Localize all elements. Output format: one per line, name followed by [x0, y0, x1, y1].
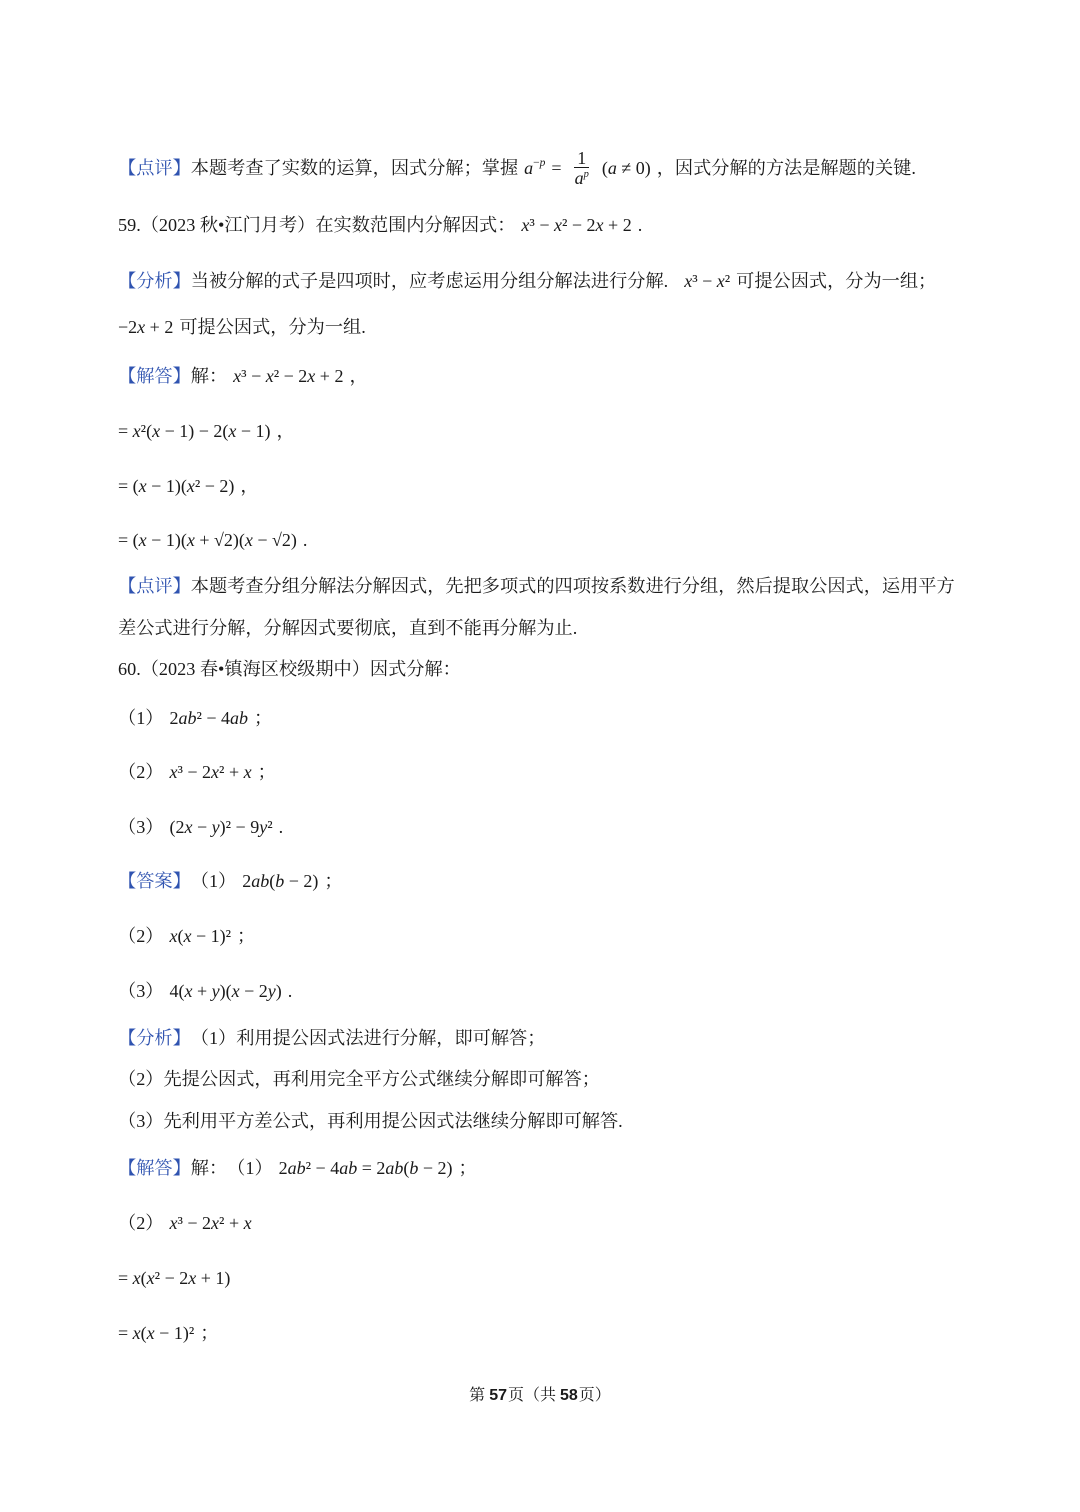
q60-answer-line-2	[118, 923, 255, 949]
math-variable: b	[187, 708, 197, 728]
q59-solution-step	[118, 418, 295, 444]
analysis-text: （3）先利用平方差公式，再利用提公因式法继续分解即可解答.	[118, 1111, 623, 1131]
review-text-end: ，因式分解的方法是解题的关键.	[656, 158, 916, 178]
math-variable: x	[595, 215, 604, 235]
fraction	[572, 147, 592, 188]
solution-step-expression: = x(x − 1)²	[118, 1323, 195, 1343]
part-tag: （3）	[118, 817, 164, 837]
q59-review-line-2	[118, 615, 577, 641]
math-variable: b	[394, 1158, 404, 1178]
q59-solution-step	[118, 527, 307, 553]
part-expression: x³ − 2x² + x	[169, 762, 252, 782]
solution-step-expression: = x(x² − 2x + 1)	[118, 1268, 231, 1288]
solution-step-expression: = (x − 1)(x² − 2)	[118, 476, 235, 496]
solution-expression: 2ab² − 4ab = 2ab(b − 2)	[278, 1158, 453, 1178]
step-punct: ，	[349, 366, 368, 386]
question-number: 60.	[118, 659, 141, 679]
math-variable: a	[251, 871, 261, 891]
math-variable: x	[137, 317, 146, 337]
part-punct: ；	[254, 708, 273, 728]
math-variable: x	[132, 1268, 141, 1288]
q60-analysis-line	[118, 1025, 545, 1051]
math-variable: x	[138, 530, 147, 550]
solution-intro: 解：	[190, 1158, 228, 1178]
analysis-text: （2）先提公因式，再利用完全平方公式继续分解即可解答；	[118, 1069, 600, 1089]
group2-text: 可提公因式，分为一组.	[179, 317, 366, 337]
analysis-text: 当被分解的式子是四项时，应考虑运用分组分解法进行分解.	[190, 271, 669, 291]
footer-suffix: 页）	[578, 1387, 611, 1404]
math-variable: x	[188, 1268, 197, 1288]
math-variable: a	[287, 1158, 297, 1178]
math-variable: a	[385, 1158, 395, 1178]
denominator-base	[575, 168, 584, 188]
solution-step-expression: x³ − x² − 2x + 2	[233, 366, 344, 386]
q60-solution-line	[118, 1155, 477, 1181]
math-variable: b	[409, 1158, 419, 1178]
step-punct: ；	[200, 1323, 219, 1343]
math-variable: a	[230, 708, 240, 728]
math-variable: a	[339, 1158, 349, 1178]
math-variable: x	[146, 1268, 155, 1288]
math-variable: x	[231, 981, 240, 1001]
math-variable: a	[607, 158, 617, 178]
step-punct: .	[302, 530, 308, 550]
solution-tag: （1）	[227, 1158, 273, 1178]
math-variable: x	[186, 476, 195, 496]
q60-part-1	[118, 705, 272, 731]
review-label: 【点评】	[118, 576, 191, 596]
answer-tag: （1）	[190, 871, 237, 891]
q59-solution-step	[118, 473, 259, 499]
solution-label: 【解答】	[118, 1158, 191, 1178]
solution-label: 【解答】	[118, 366, 191, 386]
answer-punct: .	[287, 981, 293, 1001]
denominator-exponent	[584, 169, 589, 180]
footer-middle: 页（共	[507, 1387, 556, 1404]
question-source: （2023 春•镇海区校级期中）	[140, 659, 370, 679]
group1-text: 可提公因式，分为一组；	[736, 271, 937, 291]
math-variable: x	[146, 1323, 155, 1343]
q60-analysis-line-2	[118, 1066, 600, 1092]
total-pages: 58	[560, 1387, 578, 1404]
q60-solution-step	[118, 1265, 236, 1291]
q60-answer-line	[118, 868, 343, 894]
q59-review-line	[118, 573, 955, 599]
q58-review-line	[118, 147, 916, 188]
math-variable: a	[178, 708, 188, 728]
math-variable: x	[186, 530, 195, 550]
math-variable: b	[260, 871, 270, 891]
q60-answer-line-3	[118, 978, 292, 1004]
fraction-denominator	[572, 168, 592, 187]
question-source: （2023 秋•江门月考）	[140, 215, 316, 235]
q59-analysis-line-2	[118, 314, 366, 340]
math-variable: x	[169, 1213, 178, 1233]
math-variable: x	[132, 1323, 141, 1343]
q60-part-2	[118, 759, 276, 785]
q59-analysis-line	[118, 268, 936, 294]
footer-prefix: 第	[469, 1387, 486, 1404]
math-variable: x	[233, 366, 242, 386]
solution-step-expression: = x²(x − 1) − 2(x − 1)	[118, 421, 271, 441]
part-tag: （1）	[118, 708, 164, 728]
answer-punct: ；	[324, 871, 343, 891]
power-exponent: −p	[533, 157, 546, 169]
math-variable: p	[539, 157, 546, 169]
q59-solution-line	[118, 363, 368, 389]
solution-intro: 解：	[190, 366, 228, 386]
math-variable: b	[348, 1158, 358, 1178]
question-expression: x³ − x² − 2x + 2	[521, 215, 632, 235]
power-base	[524, 158, 533, 178]
group2-expression: −2x + 2	[118, 317, 174, 337]
fraction-numerator: 1	[574, 150, 589, 168]
question-end-punct: .	[637, 215, 643, 235]
math-variable: x	[244, 530, 253, 550]
q60-solution-part-2	[118, 1210, 258, 1236]
math-variable: x	[211, 1213, 220, 1233]
math-variable: b	[239, 708, 249, 728]
math-variable: y	[211, 981, 220, 1001]
math-variable: x	[183, 926, 192, 946]
math-variable: x	[184, 817, 193, 837]
math-variable: x	[243, 1213, 252, 1233]
part-expression: (2x − y)² − 9y²	[169, 817, 273, 837]
condition-expression: (a ≠ 0)	[601, 158, 651, 178]
question-number: 59.	[118, 215, 141, 235]
answer-tag: （2）	[118, 926, 164, 946]
page-footer	[0, 1384, 1080, 1408]
answer-punct: ；	[237, 926, 256, 946]
part-punct: ；	[257, 762, 276, 782]
part-tag: （2）	[118, 762, 164, 782]
math-variable: a	[574, 167, 584, 188]
math-variable: p	[583, 168, 589, 180]
answer-expression: 2ab(b − 2)	[242, 871, 319, 891]
math-variable: x	[307, 366, 316, 386]
math-variable: x	[138, 476, 147, 496]
math-variable: x	[521, 215, 530, 235]
question-prompt: 因式分解：	[369, 659, 461, 679]
q59-question-line	[118, 212, 642, 238]
solution-punct: ；	[458, 1158, 477, 1178]
math-variable: x	[169, 926, 178, 946]
answer-label: 【答案】	[118, 871, 191, 891]
analysis-text: （1）利用提公因式法进行分解，即可解答；	[190, 1028, 546, 1048]
solution-step-expression: = (x − 1)(x + √2)(x − √2)	[118, 530, 297, 550]
math-variable: x	[152, 421, 161, 441]
page-number: 57	[489, 1387, 507, 1404]
math-variable: b	[275, 871, 285, 891]
power-expression	[518, 155, 545, 181]
math-variable: x	[184, 981, 193, 1001]
math-variable: x	[169, 762, 178, 782]
math-variable: y	[259, 817, 268, 837]
step-punct: ，	[276, 421, 295, 441]
math-variable: x	[132, 421, 141, 441]
question-prompt: 在实数范围内分解因式：	[315, 215, 516, 235]
math-variable: b	[296, 1158, 306, 1178]
q60-analysis-line-3	[118, 1108, 623, 1134]
analysis-label: 【分析】	[118, 271, 191, 291]
q60-part-3	[118, 814, 283, 840]
equals-sign: =	[551, 158, 562, 178]
step-punct: ，	[240, 476, 259, 496]
math-variable: x	[228, 421, 237, 441]
solution-tag: （2）	[118, 1213, 164, 1233]
q60-question-line	[118, 656, 461, 682]
answer-tag: （3）	[118, 981, 164, 1001]
math-variable: x	[716, 271, 725, 291]
group1-expression: x³ − x²	[684, 271, 731, 291]
review-label: 【点评】	[118, 158, 191, 178]
solution-step-expression: x³ − 2x² + x	[169, 1213, 252, 1233]
review-text: 本题考查了实数的运算，因式分解；掌握	[190, 158, 519, 178]
answer-expression: 4(x + y)(x − 2y)	[169, 981, 282, 1001]
math-variable: x	[243, 762, 252, 782]
analysis-label: 【分析】	[118, 1028, 191, 1048]
review-text: 本题考查分组分解法分解因式，先把多项式的四项按系数进行分组，然后提取公因式，运用平方	[190, 576, 955, 596]
math-variable: y	[267, 981, 276, 1001]
math-variable: x	[211, 762, 220, 782]
review-text: 差公式进行分解，分解因式要彻底，直到不能再分解为止.	[118, 618, 578, 638]
part-expression: 2ab² − 4ab	[169, 708, 249, 728]
math-variable: y	[211, 817, 220, 837]
math-variable: a	[524, 158, 534, 178]
math-variable: x	[265, 366, 274, 386]
answer-expression: x(x − 1)²	[169, 926, 232, 946]
part-punct: .	[278, 817, 284, 837]
math-variable: x	[553, 215, 562, 235]
math-variable: x	[684, 271, 693, 291]
q60-solution-step	[118, 1320, 218, 1346]
